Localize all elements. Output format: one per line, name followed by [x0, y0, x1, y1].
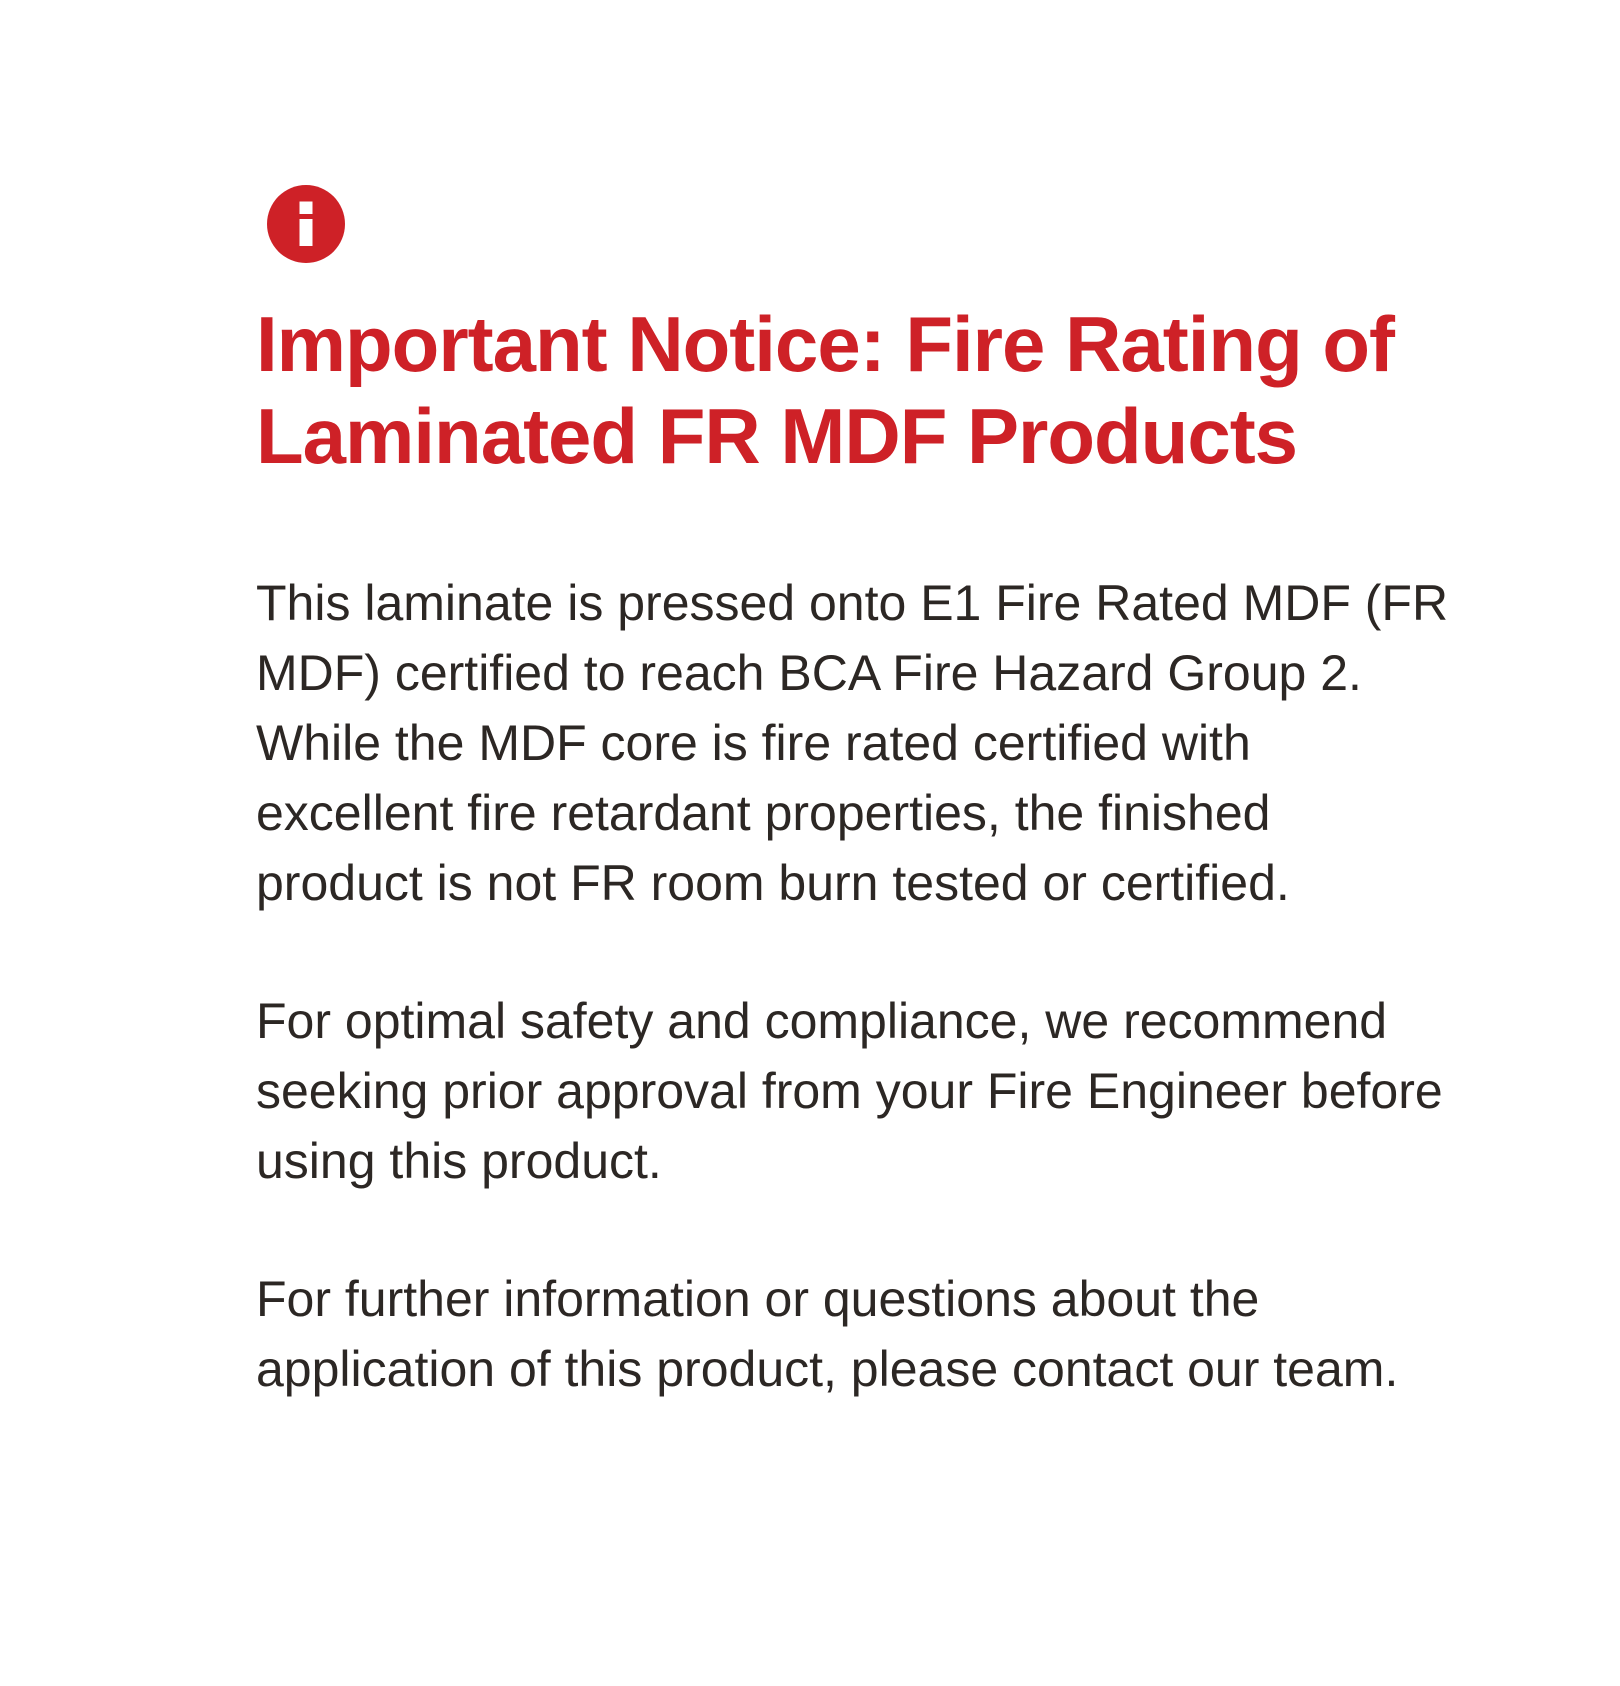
info-icon — [267, 185, 345, 263]
notice-paragraph-1 — [256, 568, 1449, 918]
notice-section — [256, 0, 1449, 1404]
notice-body — [256, 568, 1449, 1404]
paragraph-line: This laminate is pressed onto E1 Fire Rated MDF (FR — [256, 575, 1449, 631]
paragraph-line: seeking prior approval from your Fire Engineer before — [256, 1063, 1443, 1119]
notice-paragraph-2 — [256, 986, 1443, 1196]
paragraph-line: application of this product, please contact our team. — [256, 1341, 1399, 1397]
notice-paragraph-3 — [256, 1264, 1399, 1404]
paragraph-line: For further information or questions about the — [256, 1271, 1260, 1327]
notice-title-line-1: Important Notice: Fire Rating of — [256, 300, 1394, 388]
paragraph-line: product is not FR room burn tested or certified. — [256, 855, 1290, 911]
paragraph-line: For optimal safety and compliance, we recommend — [256, 993, 1388, 1049]
paragraph-line: While the MDF core is fire rated certified with — [256, 715, 1251, 771]
paragraph-line: excellent fire retardant properties, the finished — [256, 785, 1271, 841]
notice-title-line-2: Laminated FR MDF Products — [256, 392, 1298, 480]
paragraph-line: MDF) certified to reach BCA Fire Hazard Group 2. — [256, 645, 1362, 701]
paragraph-line: using this product. — [256, 1133, 662, 1189]
notice-title — [256, 298, 1396, 482]
